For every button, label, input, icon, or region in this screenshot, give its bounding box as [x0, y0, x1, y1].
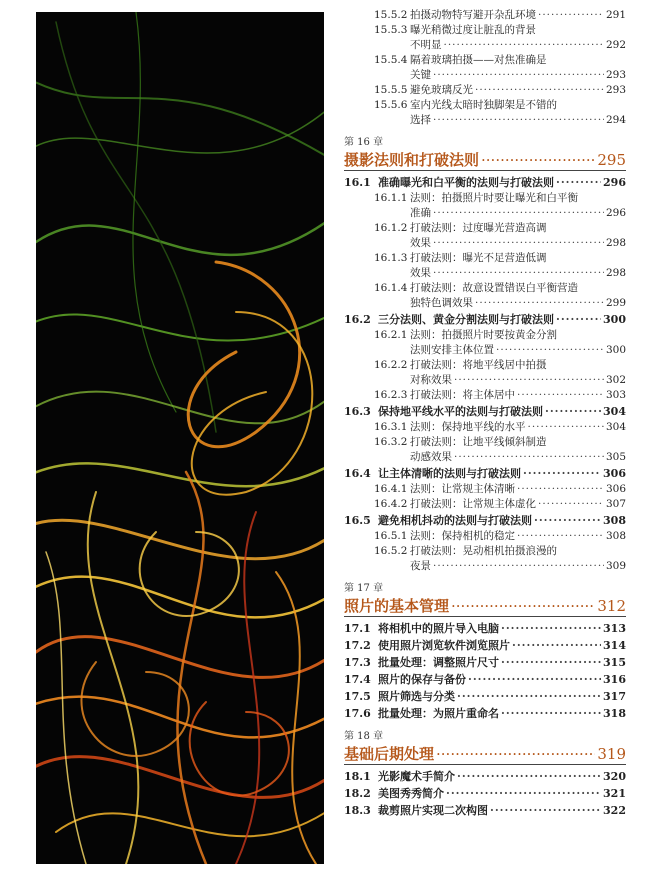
- subsection-number: 16.1.2: [374, 222, 408, 234]
- subsection-title: 打破法则：将地平线居中拍摄: [410, 359, 547, 371]
- toc-subsection-entry[interactable]: [344, 343, 626, 358]
- section-title: 批量处理：调整照片尺寸: [378, 656, 499, 669]
- page-number: 306: [605, 483, 626, 495]
- toc-subsection-entry[interactable]: [344, 497, 626, 512]
- dot-leader: [545, 403, 601, 420]
- section-title: 批量处理：为照片重命名: [378, 707, 499, 720]
- subsection-number: 16.2.3: [374, 389, 408, 401]
- toc-subsection-entry[interactable]: [344, 83, 626, 98]
- page-number: 291: [605, 9, 626, 21]
- dot-leader: [468, 671, 601, 688]
- chapter-page-number: 295: [597, 151, 626, 169]
- section-title: 保持地平线水平的法则与打破法则: [378, 405, 543, 418]
- subsection-number: 16.1.1: [374, 192, 408, 204]
- subsection-number: 15.5.5: [374, 84, 408, 96]
- toc-section-entry[interactable]: [344, 512, 626, 529]
- page-number: 303: [605, 389, 626, 401]
- page-number: 315: [603, 656, 626, 669]
- toc-section-entry[interactable]: [344, 768, 626, 785]
- subsection-number: 16.4.1: [374, 483, 408, 495]
- subsection-title: 法则安排主体位置: [410, 344, 494, 356]
- chapter-heading[interactable]: [344, 596, 626, 617]
- subsection-number: 16.2.1: [374, 329, 408, 341]
- page-number: 309: [605, 560, 626, 572]
- toc-subsection-entry[interactable]: [344, 53, 626, 68]
- chapter-label: 第 18 章: [344, 731, 384, 742]
- subsection-number: 15.5.6: [374, 99, 408, 111]
- subsection-title: 拍摄动物特写避开杂乱环境: [410, 9, 536, 21]
- subsection-number: 16.3.1: [374, 421, 408, 433]
- subsection-number: 16.4.2: [374, 498, 408, 510]
- toc-subsection-entry[interactable]: [344, 281, 626, 296]
- section-number: 17.2: [344, 639, 371, 652]
- section-title: 照片的保存与备份: [378, 673, 466, 686]
- toc-subsection-entry[interactable]: [344, 482, 626, 497]
- toc-section-entry[interactable]: [344, 403, 626, 420]
- dot-leader: [475, 296, 604, 311]
- chapter-title: 基础后期处理: [344, 745, 435, 763]
- subsection-title: 法则：拍摄照片时要按黄金分割: [410, 329, 557, 341]
- toc-subsection-entry[interactable]: [344, 221, 626, 236]
- page-number: 305: [605, 451, 626, 463]
- subsection-title: 关键: [410, 69, 431, 81]
- toc-section-entry[interactable]: [344, 671, 626, 688]
- section-title: 照片筛选与分类: [378, 690, 455, 703]
- section-number: 18.3: [344, 804, 371, 817]
- subsection-title: 打破法则：将主体居中: [410, 389, 515, 401]
- dot-leader: [446, 785, 601, 802]
- page-number: 317: [603, 690, 626, 703]
- section-number: 16.4: [344, 467, 371, 480]
- dot-leader: [433, 113, 604, 128]
- section-title: 让主体清晰的法则与打破法则: [378, 467, 521, 480]
- light-trails-photo: [36, 12, 324, 864]
- subsection-number: 16.5.1: [374, 530, 408, 542]
- subsection-title: 打破法则：让常规主体虚化: [410, 498, 536, 510]
- chapter-title: 照片的基本管理: [344, 597, 450, 615]
- dot-leader: [538, 8, 604, 23]
- subsection-title: 不明显: [410, 39, 442, 51]
- table-of-contents: [344, 8, 626, 819]
- page-number: 307: [605, 498, 626, 510]
- toc-subsection-entry[interactable]: [344, 358, 626, 373]
- subsection-title: 效果: [410, 267, 431, 279]
- page-number: 314: [603, 639, 626, 652]
- toc-section-entry[interactable]: [344, 465, 626, 482]
- page-number: 293: [605, 84, 626, 96]
- page-number: 308: [603, 514, 626, 527]
- section-title: 美图秀秀简介: [378, 787, 444, 800]
- subsection-title: 准确: [410, 207, 431, 219]
- page-number: 302: [605, 374, 626, 386]
- toc-section-entry[interactable]: [344, 174, 626, 191]
- toc-section-entry[interactable]: [344, 620, 626, 637]
- toc-subsection-entry[interactable]: [344, 206, 626, 221]
- page-number: 298: [605, 237, 626, 249]
- dot-leader: [512, 637, 601, 654]
- dot-leader: [496, 343, 604, 358]
- chapter-heading[interactable]: [344, 150, 626, 171]
- section-title: 准确曝光和白平衡的法则与打破法则: [378, 176, 554, 189]
- dot-leader: [451, 596, 595, 616]
- subsection-title: 对称效果: [410, 374, 452, 386]
- toc-subsection-entry[interactable]: [344, 8, 626, 23]
- section-number: 17.1: [344, 622, 371, 635]
- toc-subsection-entry[interactable]: [344, 328, 626, 343]
- subsection-number: 16.5.2: [374, 545, 408, 557]
- section-number: 16.2: [344, 313, 371, 326]
- page-number: 299: [605, 297, 626, 309]
- page-number: 306: [603, 467, 626, 480]
- subsection-title: 避免玻璃反光: [410, 84, 473, 96]
- subsection-title: 打破法则：让地平线倾斜制造: [410, 436, 547, 448]
- toc-section-entry[interactable]: [344, 688, 626, 705]
- dot-leader: [517, 482, 604, 497]
- toc-subsection-entry[interactable]: [344, 68, 626, 83]
- dot-leader: [457, 688, 601, 705]
- subsection-number: 15.5.4: [374, 54, 408, 66]
- toc-subsection-entry[interactable]: [344, 296, 626, 311]
- dot-leader: [433, 559, 604, 574]
- toc-section-entry[interactable]: [344, 705, 626, 722]
- dot-leader: [433, 266, 604, 281]
- dot-leader: [454, 373, 604, 388]
- dot-leader: [501, 705, 601, 722]
- dot-leader: [523, 465, 601, 482]
- subsection-title: 动感效果: [410, 451, 452, 463]
- toc-subsection-entry[interactable]: [344, 529, 626, 544]
- section-number: 16.1: [344, 176, 371, 189]
- dot-leader: [444, 38, 604, 53]
- page-number: 296: [603, 176, 626, 189]
- toc-subsection-entry[interactable]: [344, 450, 626, 465]
- page-number: 316: [603, 673, 626, 686]
- page-number: 320: [603, 770, 626, 783]
- section-number: 18.1: [344, 770, 371, 783]
- dot-leader: [433, 68, 604, 83]
- toc-section-entry[interactable]: [344, 637, 626, 654]
- dot-leader: [436, 744, 595, 764]
- toc-subsection-entry[interactable]: [344, 38, 626, 53]
- dot-leader: [556, 174, 601, 191]
- section-title: 三分法则、黄金分割法则与打破法则: [378, 313, 554, 326]
- chapter-page-number: 312: [597, 597, 626, 615]
- chapter-title: 摄影法则和打破法则: [344, 151, 480, 169]
- page-number: 294: [605, 114, 626, 126]
- page-number: 292: [605, 39, 626, 51]
- subsection-title: 打破法则：过度曝光营造高调: [410, 222, 547, 234]
- subsection-title: 曝光稍微过度让脏乱的背景: [410, 24, 536, 36]
- section-number: 17.6: [344, 707, 371, 720]
- dot-leader: [433, 206, 604, 221]
- page-number: 300: [605, 344, 626, 356]
- page-number: 304: [605, 421, 626, 433]
- dot-leader: [534, 512, 601, 529]
- toc-section-entry[interactable]: [344, 654, 626, 671]
- subsection-title: 法则：让常规主体清晰: [410, 483, 515, 495]
- page-number: 313: [603, 622, 626, 635]
- toc-section-entry[interactable]: [344, 785, 626, 802]
- dot-leader: [501, 620, 601, 637]
- subsection-title: 打破法则：晃动相机拍摄浪漫的: [410, 545, 557, 557]
- toc-subsection-entry[interactable]: [344, 113, 626, 128]
- toc-subsection-entry[interactable]: [344, 559, 626, 574]
- toc-section-entry[interactable]: [344, 802, 626, 819]
- subsection-number: 16.2.2: [374, 359, 408, 371]
- section-title: 裁剪照片实现二次构图: [378, 804, 488, 817]
- dot-leader: [538, 497, 604, 512]
- subsection-title: 法则：拍摄照片时要让曝光和白平衡: [410, 192, 578, 204]
- subsection-number: 16.3.2: [374, 436, 408, 448]
- toc-subsection-entry[interactable]: [344, 266, 626, 281]
- page-number: 321: [603, 787, 626, 800]
- dot-leader: [475, 83, 604, 98]
- subsection-number: 15.5.2: [374, 9, 408, 21]
- toc-subsection-entry[interactable]: [344, 23, 626, 38]
- section-number: 16.5: [344, 514, 371, 527]
- subsection-title: 打破法则：曝光不足营造低调: [410, 252, 547, 264]
- dot-leader: [481, 150, 595, 170]
- page-number: 322: [603, 804, 626, 817]
- dot-leader: [490, 802, 601, 819]
- chapter-heading[interactable]: [344, 744, 626, 765]
- dot-leader: [528, 420, 604, 435]
- toc-subsection-entry[interactable]: [344, 373, 626, 388]
- section-number: 17.5: [344, 690, 371, 703]
- toc-subsection-entry[interactable]: [344, 236, 626, 251]
- page-number: 304: [603, 405, 626, 418]
- section-number: 17.4: [344, 673, 371, 686]
- section-number: 17.3: [344, 656, 371, 669]
- section-title: 避免相机抖动的法则与打破法则: [378, 514, 532, 527]
- page-number: 296: [605, 207, 626, 219]
- subsection-title: 隔着玻璃拍摄——对焦准确是: [410, 54, 547, 66]
- section-number: 16.3: [344, 405, 371, 418]
- subsection-title: 选择: [410, 114, 431, 126]
- section-number: 18.2: [344, 787, 371, 800]
- subsection-title: 室内光线太暗时独脚架是不错的: [410, 99, 557, 111]
- page-number: 308: [605, 530, 626, 542]
- toc-section-entry[interactable]: [344, 311, 626, 328]
- toc-subsection-entry[interactable]: [344, 98, 626, 113]
- toc-subsection-entry[interactable]: [344, 420, 626, 435]
- subsection-number: 16.1.4: [374, 282, 408, 294]
- subsection-title: 效果: [410, 237, 431, 249]
- subsection-title: 打破法则：故意设置错误白平衡营造: [410, 282, 578, 294]
- dot-leader: [457, 768, 601, 785]
- dot-leader: [433, 236, 604, 251]
- dot-leader: [501, 654, 601, 671]
- toc-subsection-entry[interactable]: [344, 388, 626, 403]
- section-title: 光影魔术手简介: [378, 770, 455, 783]
- toc-subsection-entry[interactable]: [344, 251, 626, 266]
- toc-subsection-entry[interactable]: [344, 435, 626, 450]
- section-title: 将相机中的照片导入电脑: [378, 622, 499, 635]
- chapter-label: 第 16 章: [344, 137, 384, 148]
- dot-leader: [454, 450, 604, 465]
- toc-subsection-entry[interactable]: [344, 544, 626, 559]
- subsection-title: 法则：保持地平线的水平: [410, 421, 526, 433]
- toc-subsection-entry[interactable]: [344, 191, 626, 206]
- dot-leader: [517, 529, 604, 544]
- page-number: 300: [603, 313, 626, 326]
- section-title: 使用照片浏览软件浏览照片: [378, 639, 510, 652]
- subsection-number: 15.5.3: [374, 24, 408, 36]
- subsection-number: 16.1.3: [374, 252, 408, 264]
- chapter-page-number: 319: [597, 745, 626, 763]
- subsection-title: 独特色调效果: [410, 297, 473, 309]
- dot-leader: [517, 388, 604, 403]
- chapter-label: 第 17 章: [344, 583, 384, 594]
- subsection-title: 夜景: [410, 560, 431, 572]
- dot-leader: [556, 311, 601, 328]
- page-number: 318: [603, 707, 626, 720]
- subsection-title: 法则：保持相机的稳定: [410, 530, 515, 542]
- page-number: 298: [605, 267, 626, 279]
- page-number: 293: [605, 69, 626, 81]
